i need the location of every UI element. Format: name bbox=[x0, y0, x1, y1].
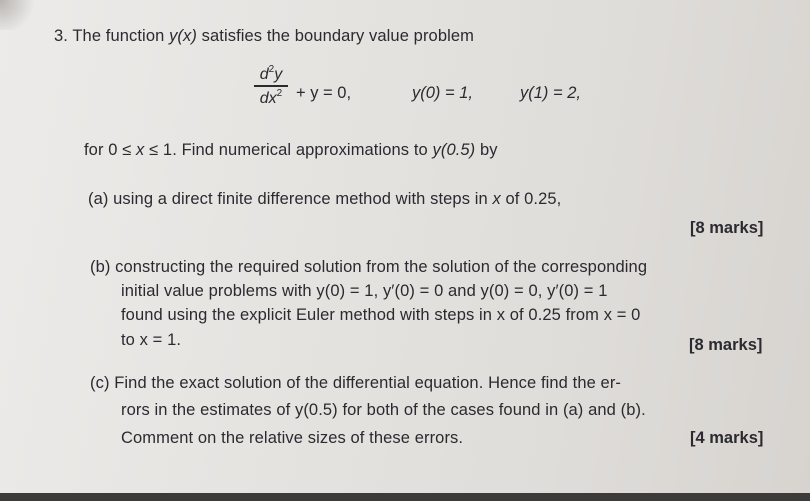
part-b-line-2: initial value problems with y(0) = 1, y′(0) = 0 and y(0) = 0, y′(0) = 1 bbox=[121, 282, 608, 300]
bottom-edge-shadow bbox=[0, 493, 810, 501]
part-a: (a) using a direct finite difference method with steps in x of 0.25, bbox=[88, 190, 562, 208]
question-intro bbox=[54, 27, 474, 46]
boundary-condition-2: y(1) = 2, bbox=[520, 84, 581, 102]
part-b-marks: [8 marks] bbox=[689, 336, 763, 354]
fraction-bar bbox=[254, 85, 288, 87]
part-b-label: (b) bbox=[90, 258, 111, 276]
part-c-marks: [4 marks] bbox=[690, 429, 764, 447]
boundary-condition-1: y(0) = 1, bbox=[412, 84, 473, 102]
fraction-denominator: $dx^2$ bbox=[259, 87, 283, 107]
part-b-line-3: found using the explicit Euler method with steps in x of 0.25 from x = 0 bbox=[121, 306, 641, 324]
part-a-marks: [8 marks] bbox=[690, 219, 764, 237]
part-c-line-3: Comment on the relative sizes of these errors. bbox=[121, 429, 464, 447]
part-b-line-4: to x = 1. bbox=[121, 331, 182, 349]
part-c-label: (c) bbox=[90, 374, 110, 392]
page-corner-shadow bbox=[0, 0, 40, 30]
equation-rest: + y = 0, bbox=[296, 84, 352, 102]
intro-text: The function bbox=[72, 27, 165, 45]
part-c-line-2: rors in the estimates of y(0.5) for both of the cases found in (a) and (b). bbox=[121, 401, 646, 419]
intro-rest: satisfies the boundary value problem bbox=[201, 27, 474, 45]
question-number: 3. bbox=[54, 27, 68, 45]
range-line: for 0 ≤ x ≤ 1. Find numerical approximations to y(0.5) by bbox=[84, 141, 498, 159]
part-a-label: (a) bbox=[88, 190, 109, 208]
fraction-numerator: $d^2y$ bbox=[259, 64, 283, 83]
part-b-line-1: (b) constructing the required solution from the solution of the corresponding bbox=[90, 258, 648, 276]
function-name: y(x) bbox=[169, 27, 197, 45]
part-c-line-1: (c) Find the exact solution of the differential equation. Hence find the er- bbox=[90, 374, 622, 392]
second-derivative-fraction bbox=[254, 64, 288, 108]
